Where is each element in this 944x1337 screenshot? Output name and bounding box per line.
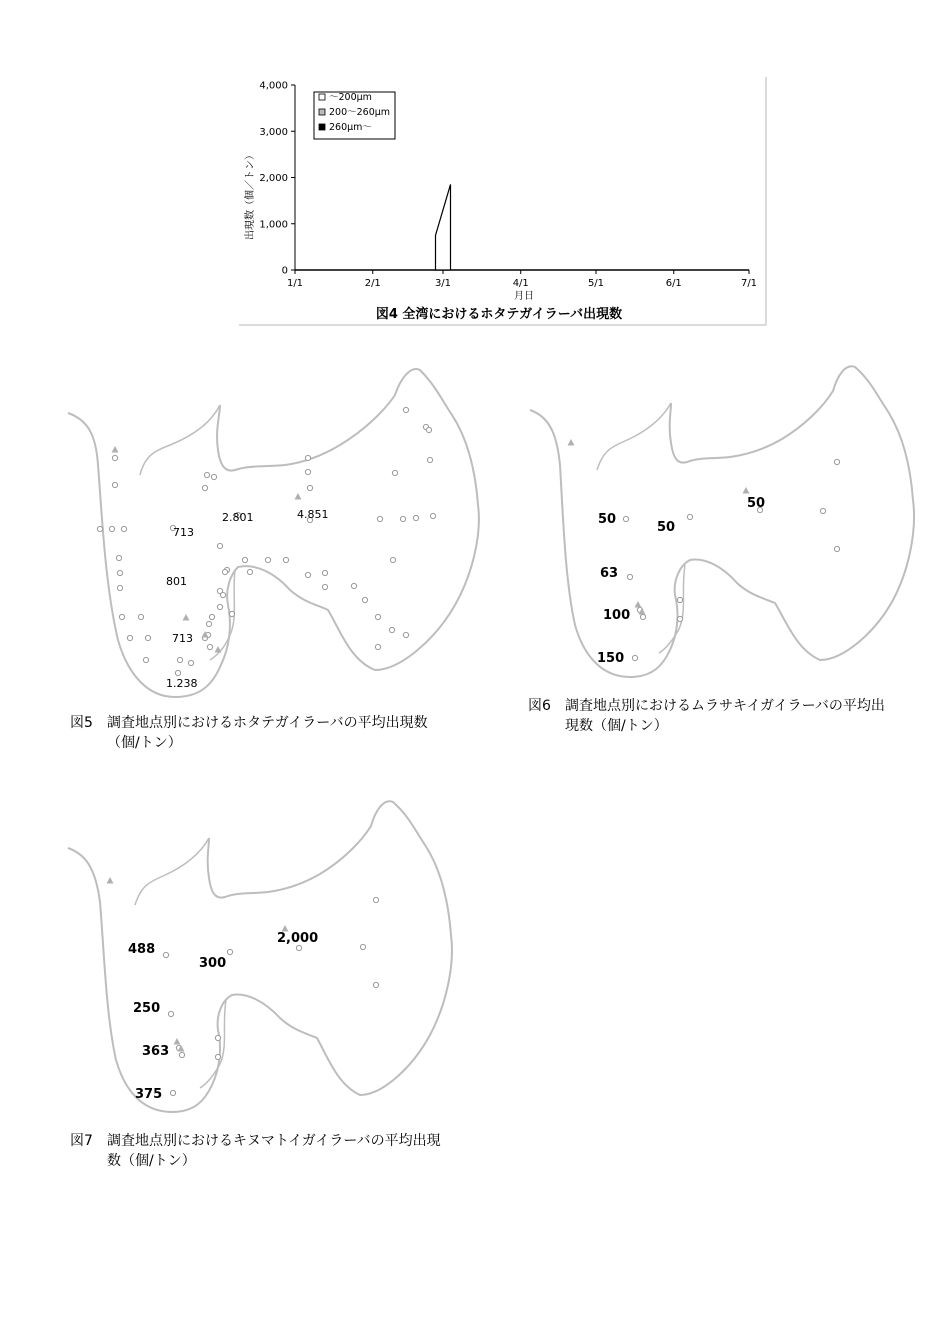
station-marker: [375, 644, 380, 649]
x-tick-label: 5/1: [587, 278, 605, 289]
reference-triangle: [183, 614, 190, 621]
station-marker: [265, 557, 270, 562]
reference-triangle: [635, 601, 642, 608]
reference-triangle: [743, 487, 750, 494]
y-tick-label: 1,000: [259, 219, 288, 231]
y-tick-label: 0: [281, 265, 288, 277]
fig7-caption-number: 図7: [70, 1133, 93, 1149]
station-value-label: 50: [598, 512, 617, 527]
station-marker: [283, 557, 288, 562]
station-marker: [351, 583, 356, 588]
station-marker: [215, 1035, 220, 1040]
fig5-map: [60, 355, 480, 710]
fig5-caption-line2: （個/トン）: [107, 735, 182, 751]
x-tick-label: 3/1: [434, 278, 452, 289]
station-marker: [413, 515, 418, 520]
station-marker: [175, 670, 180, 675]
station-marker: [209, 614, 214, 619]
station-marker: [360, 944, 365, 949]
station-marker: [322, 570, 327, 575]
fig7-map: [60, 790, 470, 1125]
station-marker: [426, 427, 431, 432]
station-marker: [179, 1052, 184, 1057]
station-value-label: 4.851: [297, 508, 329, 521]
station-value-label: 801: [166, 575, 187, 588]
fig5-stations: [97, 407, 435, 675]
station-marker: [247, 569, 252, 574]
reference-triangle: [107, 877, 114, 884]
station-marker: [427, 457, 432, 462]
fig7-inner-bay: [200, 1000, 226, 1088]
fig7-stations: [163, 897, 378, 1095]
reference-triangle: [112, 446, 119, 453]
fig7-caption-line2: 数（個/トン）: [107, 1153, 196, 1169]
station-marker: [305, 469, 310, 474]
station-marker: [400, 516, 405, 521]
station-marker: [305, 455, 310, 460]
fig6-inner-bay: [659, 565, 685, 653]
station-marker: [211, 474, 216, 479]
station-marker: [390, 557, 395, 562]
station-marker: [242, 557, 247, 562]
station-marker: [373, 982, 378, 987]
station-marker: [322, 584, 327, 589]
station-value-label: 100: [603, 608, 631, 623]
reference-triangle: [568, 439, 575, 446]
fig5-caption-number: 図5: [70, 715, 93, 731]
reference-triangle: [215, 646, 222, 653]
station-marker: [168, 1011, 173, 1016]
station-marker: [296, 945, 301, 950]
station-marker: [640, 614, 645, 619]
station-marker: [177, 657, 182, 662]
station-marker: [206, 621, 211, 626]
station-marker: [117, 570, 122, 575]
station-marker: [305, 572, 310, 577]
station-marker: [109, 526, 114, 531]
fig7-caption: [70, 1131, 490, 1171]
station-marker: [117, 585, 122, 590]
station-marker: [362, 597, 367, 602]
fig5-caption-line1: 調査地点別におけるホタテガイラーバの平均出現数: [107, 715, 428, 731]
station-marker: [127, 635, 132, 640]
station-marker: [677, 597, 682, 602]
station-marker: [373, 897, 378, 902]
fig6-caption-line1: 調査地点別におけるムラサキイガイラーバの平均出: [565, 698, 885, 714]
station-marker: [116, 555, 121, 560]
fig7-labels: [128, 931, 318, 1102]
fig7-coastline: [68, 801, 452, 1112]
station-value-label: 713: [172, 632, 193, 645]
station-marker: [375, 614, 380, 619]
station-marker: [204, 472, 209, 477]
station-marker: [389, 627, 394, 632]
station-marker: [163, 952, 168, 957]
station-marker: [677, 616, 682, 621]
fig5-coastline-bay: [140, 405, 220, 475]
station-marker: [207, 644, 212, 649]
legend-swatch: [319, 94, 325, 100]
station-marker: [220, 592, 225, 597]
legend-label: ～200μm: [329, 92, 372, 103]
station-value-label: 50: [747, 496, 766, 511]
y-tick-label: 3,000: [259, 126, 288, 138]
x-tick-label: 1/1: [286, 278, 304, 289]
station-marker: [307, 485, 312, 490]
fig4-ylabel: 出現数（個／トン）: [245, 150, 256, 240]
fig4-title: 図4 全湾におけるホタテガイラーバ出現数: [375, 307, 623, 322]
legend-swatch: [319, 109, 325, 115]
station-marker: [820, 508, 825, 513]
station-marker: [121, 526, 126, 531]
station-value-label: 363: [142, 1044, 170, 1059]
series-area-3: [436, 184, 451, 270]
y-tick-label: 4,000: [259, 80, 288, 92]
fig6-caption: [528, 696, 928, 736]
station-marker: [834, 459, 839, 464]
station-value-label: 2,000: [277, 931, 319, 946]
station-value-label: 63: [600, 566, 619, 581]
station-value-label: 50: [657, 520, 676, 535]
fig6-coastline: [530, 366, 914, 677]
fig5-caption: [70, 713, 490, 753]
station-marker: [392, 470, 397, 475]
station-marker: [229, 611, 234, 616]
station-marker: [377, 516, 382, 521]
station-marker: [202, 485, 207, 490]
station-marker: [222, 569, 227, 574]
station-marker: [112, 482, 117, 487]
x-tick-label: 7/1: [740, 278, 758, 289]
station-marker: [430, 513, 435, 518]
fig6-map: [525, 355, 925, 690]
station-value-label: 375: [135, 1087, 163, 1102]
station-value-label: 250: [133, 1001, 161, 1016]
fig6-coastline-bay: [597, 403, 671, 470]
station-value-label: 488: [128, 942, 156, 957]
station-value-label: 150: [597, 651, 625, 666]
fig6-caption-line2: 現数（個/トン）: [565, 718, 668, 734]
fig4-legend: [314, 92, 395, 139]
legend-label: 260μm～: [329, 122, 372, 133]
fig6-labels: [597, 496, 765, 666]
x-tick-label: 4/1: [512, 278, 529, 289]
station-marker: [143, 657, 148, 662]
x-tick-label: 6/1: [665, 278, 682, 289]
station-marker: [834, 546, 839, 551]
station-value-label: 2.801: [222, 511, 254, 524]
station-value-label: 713: [173, 526, 194, 539]
legend-label: 200～260μm: [329, 107, 391, 118]
fig7-triangles: [107, 877, 289, 1052]
station-marker: [145, 635, 150, 640]
station-value-label: 1.238: [166, 677, 198, 690]
station-marker: [217, 543, 222, 548]
station-marker: [403, 407, 408, 412]
station-marker: [112, 455, 117, 460]
station-marker: [119, 614, 124, 619]
station-marker: [188, 660, 193, 665]
fig4-chart: [237, 75, 769, 327]
station-marker: [138, 614, 143, 619]
fig7-caption-line1: 調査地点別におけるキヌマトイガイラーバの平均出現: [107, 1133, 441, 1149]
x-tick-label: 2/1: [364, 278, 381, 289]
fig6-stations: [623, 459, 839, 660]
station-value-label: 300: [199, 956, 227, 971]
station-marker: [623, 516, 628, 521]
fig4-xlabel: 月日: [514, 291, 534, 302]
station-marker: [227, 949, 232, 954]
legend-swatch: [319, 124, 325, 130]
reference-triangle: [174, 1038, 181, 1045]
station-marker: [687, 514, 692, 519]
fig7-coastline-bay: [135, 838, 209, 905]
station-marker: [403, 632, 408, 637]
reference-triangle: [295, 493, 302, 500]
fig6-caption-number: 図6: [528, 698, 551, 714]
station-marker: [215, 1054, 220, 1059]
station-marker: [97, 526, 102, 531]
y-tick-label: 2,000: [259, 173, 288, 184]
station-marker: [627, 574, 632, 579]
station-marker: [217, 604, 222, 609]
fig5-coastline: [68, 369, 479, 697]
station-marker: [170, 1090, 175, 1095]
station-marker: [632, 655, 637, 660]
